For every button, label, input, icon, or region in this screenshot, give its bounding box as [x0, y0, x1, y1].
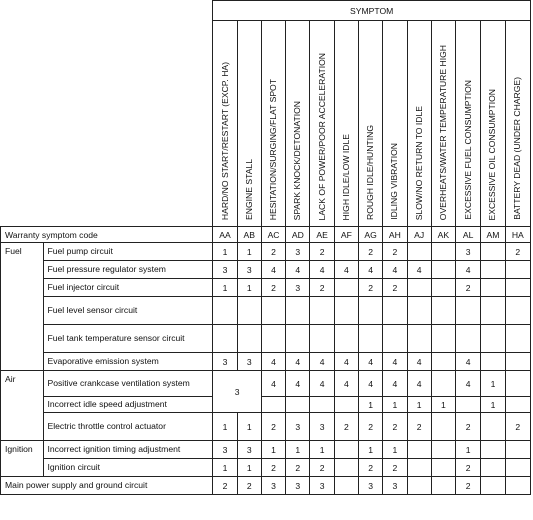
cell-value: 1 [358, 441, 382, 459]
cell-value [431, 279, 455, 297]
symptom-name: SLOW/NO RETURN TO IDLE [413, 105, 424, 220]
symptom-code: AD [286, 227, 310, 243]
cell-value: 3 [286, 413, 310, 441]
cell-value [334, 397, 358, 413]
cell-value: 3 [456, 243, 481, 261]
cell-value: 1 [213, 459, 237, 477]
cell-value [407, 297, 431, 325]
symptom-column-header [383, 21, 407, 227]
table-row [1, 459, 531, 477]
cell-value [213, 297, 237, 325]
table-row [1, 325, 531, 353]
cell-value: 3 [237, 353, 261, 371]
cell-value: 4 [334, 371, 358, 397]
row-label: Evaporative emission system [44, 353, 213, 371]
cell-value [407, 279, 431, 297]
symptom-column-header [431, 21, 455, 227]
cell-value [237, 325, 261, 353]
table-row [1, 261, 531, 279]
cell-value [505, 261, 530, 279]
cell-value [481, 413, 505, 441]
symptom-code: AB [237, 227, 261, 243]
table-row [1, 441, 531, 459]
cell-value [407, 325, 431, 353]
cell-value [431, 459, 455, 477]
cell-value: 4 [358, 371, 382, 397]
symptom-code: AC [261, 227, 285, 243]
cell-value [286, 297, 310, 325]
symptom-name: HESITATION/SURGING/FLAT SPOT [268, 78, 279, 220]
cell-value: 3 [286, 279, 310, 297]
cell-value: 3 [261, 477, 285, 495]
cell-value [505, 441, 530, 459]
cell-value: 4 [383, 261, 407, 279]
cell-value [334, 297, 358, 325]
symptom-code: AM [481, 227, 505, 243]
category-ignition: Ignition [1, 441, 44, 477]
table-row [1, 279, 531, 297]
cell-value: 4 [407, 371, 431, 397]
row-label: Positive crankcase ventilation system [44, 371, 213, 397]
cell-value [334, 243, 358, 261]
cell-value: 2 [505, 413, 530, 441]
row-label: Incorrect ignition timing adjustment [44, 441, 213, 459]
symptom-name: LACK OF POWER/POOR ACCELERATION [316, 52, 327, 220]
cell-value: 3 [310, 413, 334, 441]
category-air: Air [1, 371, 44, 441]
cell-value [505, 279, 530, 297]
table-row [1, 353, 531, 371]
cell-value [383, 297, 407, 325]
cell-value: 2 [310, 459, 334, 477]
cell-value: 1 [456, 441, 481, 459]
symptom-column-header [358, 21, 382, 227]
row-label: Incorrect idle speed adjustment [44, 397, 213, 413]
warranty-code-row [1, 227, 531, 243]
table-row [1, 371, 531, 397]
cell-value [261, 397, 285, 413]
row-label: Electric throttle control actuator [44, 413, 213, 441]
cell-value: 2 [456, 413, 481, 441]
row-label: Main power supply and ground circuit [1, 477, 213, 495]
table-row [1, 397, 531, 413]
symptom-name: IDLING VIBRATION [389, 143, 400, 220]
symptom-name: EXCESSIVE OIL CONSUMPTION [487, 88, 498, 220]
cell-value: 2 [261, 279, 285, 297]
cell-value: 4 [286, 353, 310, 371]
cell-value: 2 [310, 243, 334, 261]
cell-value [431, 297, 455, 325]
symptom-column-header [407, 21, 431, 227]
cell-value: 1 [237, 413, 261, 441]
row-label: Fuel tank temperature sensor circuit [44, 325, 213, 353]
cell-value: 2 [407, 413, 431, 441]
symptom-column-header [481, 21, 505, 227]
cell-value [505, 325, 530, 353]
symptom-name: ENGINE STALL [243, 159, 254, 220]
cell-value: 2 [456, 459, 481, 477]
cell-value [407, 459, 431, 477]
cell-value: 2 [505, 243, 530, 261]
symptom-name: OVERHEATS/WATER TEMPERATURE HIGH [437, 44, 448, 220]
cell-value [286, 397, 310, 413]
cell-value [456, 325, 481, 353]
cell-value: 4 [383, 353, 407, 371]
cell-value: 1 [383, 441, 407, 459]
cell-value: 1 [261, 441, 285, 459]
cell-value: 3 [286, 477, 310, 495]
cell-value [310, 397, 334, 413]
header-blank-cell [1, 1, 213, 227]
table-row [1, 413, 531, 441]
cell-value: 4 [358, 353, 382, 371]
symptom-column-header [456, 21, 481, 227]
cell-value: 4 [310, 261, 334, 279]
row-label: Fuel pump circuit [44, 243, 213, 261]
cell-value: 1 [286, 441, 310, 459]
cell-value [431, 441, 455, 459]
cell-value [481, 297, 505, 325]
cell-value: 3 [213, 261, 237, 279]
symptom-name: ROUGH IDLE/HUNTING [365, 124, 376, 220]
cell-value: 2 [334, 413, 358, 441]
cell-value: 4 [261, 371, 285, 397]
cell-value: 4 [334, 353, 358, 371]
cell-value: 4 [261, 353, 285, 371]
cell-value: 4 [261, 261, 285, 279]
symptom-column-header [237, 21, 261, 227]
cell-value [505, 459, 530, 477]
cell-value: 1 [358, 397, 382, 413]
symptom-name: SPARK KNOCK/DETONATION [292, 100, 303, 220]
cell-value: 1 [310, 441, 334, 459]
cell-value: 2 [456, 279, 481, 297]
table-row [1, 477, 531, 495]
cell-value [481, 353, 505, 371]
cell-value [431, 477, 455, 495]
cell-value [505, 297, 530, 325]
cell-value: 3 [213, 441, 237, 459]
cell-value [481, 459, 505, 477]
symptom-code: AA [213, 227, 237, 243]
cell-value: 1 [407, 397, 431, 413]
cell-value: 2 [358, 279, 382, 297]
cell-value [334, 279, 358, 297]
cell-value [358, 297, 382, 325]
symptom-column-header [286, 21, 310, 227]
symptom-column-header [213, 21, 237, 227]
symptom-code: AG [358, 227, 382, 243]
cell-value [407, 441, 431, 459]
warranty-code-label: Warranty symptom code [1, 227, 213, 243]
cell-value: 1 [237, 279, 261, 297]
symptom-column-header [334, 21, 358, 227]
cell-value: 4 [456, 353, 481, 371]
cell-value: 2 [358, 413, 382, 441]
symptom-code: AE [310, 227, 334, 243]
row-label: Fuel injector circuit [44, 279, 213, 297]
cell-value [431, 261, 455, 279]
cell-value: 3 [237, 261, 261, 279]
table-row [1, 297, 531, 325]
cell-value [310, 297, 334, 325]
category-fuel: Fuel [1, 243, 44, 371]
cell-value [481, 279, 505, 297]
cell-value: 2 [261, 459, 285, 477]
cell-value: 1 [237, 459, 261, 477]
cell-value: 2 [358, 243, 382, 261]
cell-value [383, 325, 407, 353]
cell-value [481, 261, 505, 279]
cell-value [286, 325, 310, 353]
symptom-code: HA [505, 227, 530, 243]
cell-value [505, 477, 530, 495]
cell-value: 4 [456, 371, 481, 397]
cell-value: 4 [310, 371, 334, 397]
cell-value: 1 [213, 243, 237, 261]
table-row [1, 243, 531, 261]
cell-value: 2 [261, 243, 285, 261]
cell-value: 2 [237, 477, 261, 495]
cell-value: 1 [431, 397, 455, 413]
cell-value [334, 459, 358, 477]
cell-value [431, 243, 455, 261]
cell-value [431, 325, 455, 353]
cell-value [213, 325, 237, 353]
symptom-title: SYMPTOM [213, 1, 531, 21]
cell-value [407, 477, 431, 495]
row-label: Fuel pressure regulator system [44, 261, 213, 279]
cell-value: 4 [286, 261, 310, 279]
cell-value [505, 371, 530, 397]
cell-value [358, 325, 382, 353]
cell-value: 3 [286, 243, 310, 261]
cell-value: 4 [456, 261, 481, 279]
cell-value [407, 243, 431, 261]
cell-value: 1 [383, 397, 407, 413]
cell-value [431, 413, 455, 441]
symptom-title-row [1, 1, 531, 21]
symptom-code: AH [383, 227, 407, 243]
row-label: Fuel level sensor circuit [44, 297, 213, 325]
symptom-code: AF [334, 227, 358, 243]
cell-value: 4 [407, 261, 431, 279]
cell-value: 4 [407, 353, 431, 371]
cell-value [334, 477, 358, 495]
cell-value [310, 325, 334, 353]
cell-value [505, 397, 530, 413]
cell-value: 4 [310, 353, 334, 371]
cell-value [481, 243, 505, 261]
symptom-column-header [505, 21, 530, 227]
cell-value: 2 [383, 279, 407, 297]
cell-value: 3 [383, 477, 407, 495]
cell-value: 2 [286, 459, 310, 477]
cell-value: 2 [383, 413, 407, 441]
cell-value: 3 [310, 477, 334, 495]
cell-value [431, 371, 455, 397]
cell-value: 1 [213, 413, 237, 441]
cell-value: 4 [358, 261, 382, 279]
symptom-code: AJ [407, 227, 431, 243]
symptom-name: EXCESSIVE FUEL CONSUMPTION [462, 80, 473, 220]
cell-value: 4 [334, 261, 358, 279]
cell-value [334, 441, 358, 459]
cell-value: 2 [213, 477, 237, 495]
symptom-name: HARD/NO START/RESTART (EXCP. HA) [219, 61, 230, 220]
symptom-column-header [310, 21, 334, 227]
cell-value: 1 [237, 243, 261, 261]
cell-value [456, 297, 481, 325]
cell-value: 2 [383, 459, 407, 477]
cell-value [481, 477, 505, 495]
cell-value: 3 [213, 353, 237, 371]
cell-value [261, 297, 285, 325]
cell-value: 4 [286, 371, 310, 397]
cell-value: 2 [310, 279, 334, 297]
cell-value: 1 [213, 279, 237, 297]
cell-value: 1 [481, 397, 505, 413]
cell-value: 2 [456, 477, 481, 495]
cell-value: 2 [261, 413, 285, 441]
merged-cell-value: 3 [213, 371, 262, 413]
cell-value [431, 353, 455, 371]
cell-value [481, 441, 505, 459]
cell-value: 2 [358, 459, 382, 477]
cell-value: 2 [383, 243, 407, 261]
cell-value [456, 397, 481, 413]
cell-value [237, 297, 261, 325]
cell-value: 3 [237, 441, 261, 459]
cell-value [481, 325, 505, 353]
symptom-code: AK [431, 227, 455, 243]
cell-value: 1 [481, 371, 505, 397]
symptom-name: HIGH IDLE/LOW IDLE [340, 133, 351, 220]
cell-value [505, 353, 530, 371]
cell-value [334, 325, 358, 353]
symptom-code: AL [456, 227, 481, 243]
cell-value: 4 [383, 371, 407, 397]
cell-value: 3 [358, 477, 382, 495]
symptom-name: BATTERY DEAD (UNDER CHARGE) [512, 77, 523, 220]
cell-value [261, 325, 285, 353]
symptom-column-header [261, 21, 285, 227]
row-label: Ignition circuit [44, 459, 213, 477]
